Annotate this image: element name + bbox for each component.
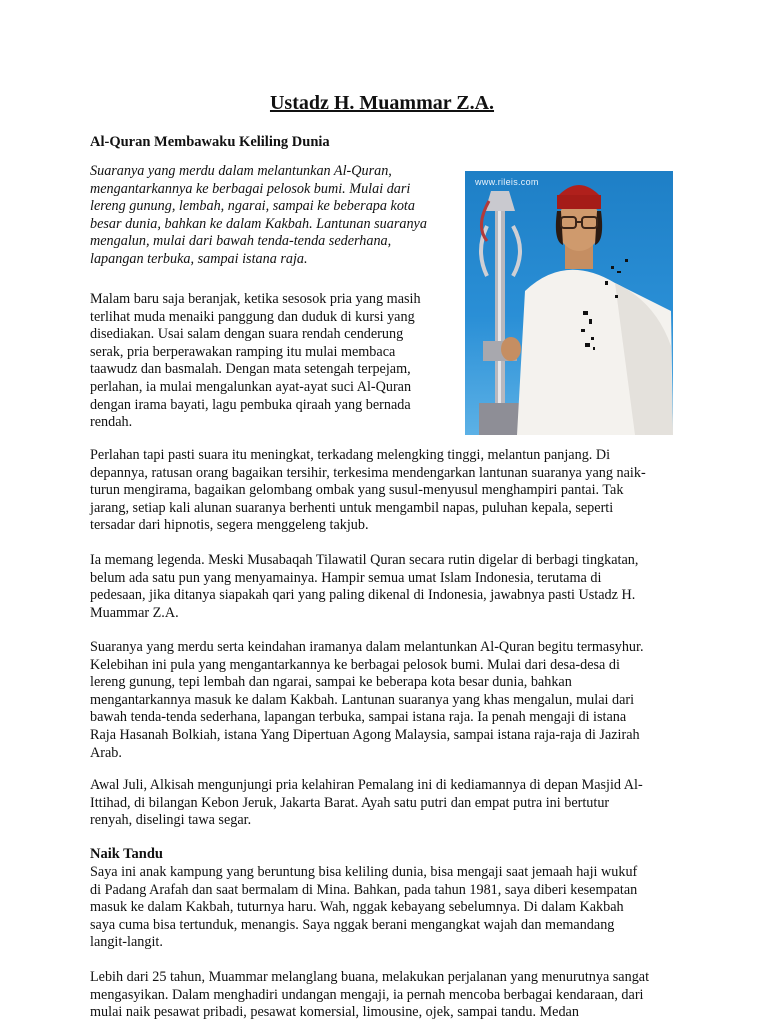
- photo-watermark: www.rileis.com: [475, 177, 539, 187]
- text-line: lapangan terbuka, sampai istana raja.: [90, 250, 308, 267]
- portrait-illustration: [465, 171, 673, 435]
- text-line: besar dunia, bahkan ke dalam Kakbah. Lantunan suaranya: [90, 215, 427, 232]
- text-line: di Padang Arafah dan saat bermalam di Mina. Bahkan, pada tahun 1981, saya diberi kesempatan: [90, 881, 638, 898]
- paragraph-7: [90, 969, 674, 1022]
- text-line: terlihat muda menaiki panggung dan duduk di kursi yang: [90, 308, 415, 325]
- text-line: Lebih dari 25 tahun, Muammar melanglang buana, melakukan perjalanan yang menurutnya sangat: [90, 969, 650, 985]
- paragraph-4: [90, 639, 674, 762]
- text-line: Arab.: [90, 744, 122, 761]
- text-line: Malam baru saja beranjak, ketika sesosok pria yang masih: [90, 291, 421, 307]
- text-line: mulai naik pesawat pribadi, pesawat komersial, limousine, ojek, sampai tandu. Medan: [90, 1004, 579, 1021]
- text-line: mengantarkannya masuk ke dalam Kakbah. Lantunan suaranya yang khas mengalun, mulai dari: [90, 691, 635, 708]
- text-line: belum ada satu pun yang menyamainya. Hampir semua umat Islam Indonesia, terutama di: [90, 569, 602, 586]
- text-line: Suaranya yang merdu dalam melantunkan Al-Quran,: [90, 163, 392, 179]
- text-line: pedesaan, jika ditanya siapakah qari yang paling dikenal di Indonesia, jawabnya pasti Ustadz H.: [90, 587, 636, 604]
- text-line: mengasyikan. Dalam menghadiri undangan mengaji, ia pernah mencoba berbagai kendaraan, dari: [90, 986, 644, 1003]
- paragraph-5: [90, 777, 674, 830]
- text-line: lereng gunung, lembah, ngarai, sampai ke beberapa kota: [90, 198, 415, 215]
- text-line: taawudz dan basmalah. Dengan mata setengah terpejam,: [90, 361, 411, 378]
- text-line: renyah, diselingi tawa segar.: [90, 812, 252, 829]
- text-line: langit-langit.: [90, 934, 163, 951]
- portrait-photo: [465, 171, 673, 435]
- text-line: Perlahan tapi pasti suara itu meningkat, terkadang melengking tinggi, melantun panjang. Di: [90, 447, 611, 463]
- paragraph-1: [90, 291, 452, 432]
- page-title: Ustadz H. Muammar Z.A.: [269, 92, 495, 114]
- paragraph-2: [90, 447, 674, 535]
- intro-paragraph: [90, 163, 452, 269]
- text-line: Awal Juli, Alkisah mengunjungi pria kelahiran Pemalang ini di kediamannya di depan Masjid Al-: [90, 777, 643, 793]
- paragraph-6: [90, 864, 674, 952]
- article-subtitle: Al-Quran Membawaku Keliling Dunia: [90, 134, 330, 150]
- text-line: Ittihad, di bilangan Kebon Jeruk, Jakarta Barat. Ayah satu putri dan empat putra ini bertutur: [90, 794, 610, 811]
- text-line: mengalun, mulai dari bawah tenda-tenda sederhana,: [90, 233, 392, 250]
- text-line: masuk ke dalam Kakbah, tuturnya haru. Wah, nggak kebayang sebelumnya. Di dalam Kakbah: [90, 899, 624, 916]
- section-heading: Naik Tandu: [90, 846, 163, 862]
- text-line: lereng gunung, tepi lembah dan ngarai, sampai ke beberapa kota besar dunia, bahkan: [90, 674, 572, 691]
- text-line: saya cuma bisa tertunduk, menangis. Saya nggak berani mengangkat wajah dan memandang: [90, 916, 615, 933]
- text-line: Suaranya yang merdu serta keindahan iramanya dalam melantunkan Al-Quran begitu termasyhur.: [90, 639, 644, 655]
- text-line: Kelebihan ini pula yang mengantarkannya ke berbagai pelosok bumi. Mulai dari desa-desa di: [90, 656, 620, 673]
- text-line: Ia memang legenda. Meski Musabaqah Tilawatil Quran secara rutin digelar di berbagi tingkatan,: [90, 552, 639, 568]
- text-line: depannya, ratusan orang bagaikan tersihir, terkesima mendengarkan lantunan suaranya yang naik-: [90, 464, 646, 481]
- text-line: disediakan. Usai salam dengan suara rendah cenderung: [90, 326, 404, 343]
- text-line: serak, pria berperawakan ramping itu mulai membaca: [90, 343, 396, 360]
- text-line: Muammar Z.A.: [90, 604, 179, 621]
- text-line: tersadar dari hipnotis, segera menggeleng takjub.: [90, 517, 369, 534]
- text-line: turun mengirama, bagaikan gelombang ombak yang susul-menyusul menghampiri pantai. Tak: [90, 482, 624, 499]
- text-line: Saya ini anak kampung yang beruntung bisa keliling dunia, bisa mengaji saat jemaah haji wukuf: [90, 864, 638, 880]
- text-line: bawah tenda-tenda sederhana, lapangan terbuka, sampai istana raja. Ia penah mengaji di istana: [90, 709, 627, 726]
- paragraph-3: [90, 552, 674, 622]
- text-line: Raja Hasanah Bolkiah, istana Yang Dipertuan Agong Malaysia, sampai istana raja-raja di Jazirah: [90, 726, 640, 743]
- text-line: jarang, setiap kali alunan suaranya berhenti untuk mengambil napas, puluhan kepala, seperti: [90, 499, 614, 516]
- text-line: dengan irama bayati, lagu pembuka qiraah yang bernada: [90, 396, 411, 413]
- text-line: mengantarkannya ke berbagai pelosok bumi. Mulai dari: [90, 180, 411, 197]
- document-page: [90, 0, 674, 1024]
- text-line: perlahan, ia mulai mengalunkan ayat-ayat suci Al-Quran: [90, 378, 412, 395]
- text-line: rendah.: [90, 414, 133, 431]
- trophy-icon: [479, 191, 521, 435]
